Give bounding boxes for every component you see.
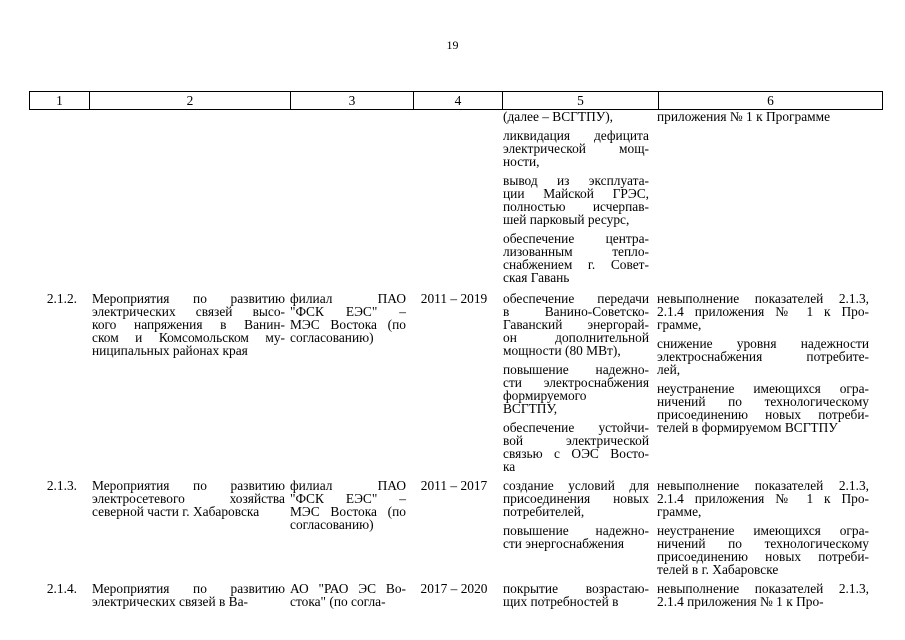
text-line: ликвидация дефицита <box>503 128 649 143</box>
row-number: 2.1.4. <box>46 581 77 596</box>
text-line: согласованию) <box>290 517 374 532</box>
text-line: невыполнение показателей 2.1.3, <box>657 581 869 596</box>
period: 2011 – 2017 <box>420 478 488 493</box>
executor <box>290 582 406 608</box>
text-line: электроснабжения потребите- <box>657 349 869 364</box>
column-number-6: 6 <box>659 92 883 110</box>
executor <box>290 479 406 531</box>
result-paragraph <box>503 129 649 168</box>
text-line: повышение надежно- <box>503 523 649 538</box>
text-line: "ФСК ЕЭС" – <box>290 491 406 506</box>
text-line: Мероприятия по развитию <box>92 291 285 306</box>
result-paragraph <box>503 421 649 473</box>
expected-results <box>503 292 649 479</box>
result-paragraph <box>503 479 649 518</box>
text-line: 2.1.4 приложения № 1 к Про- <box>657 304 869 319</box>
row-number: 2.1.2. <box>46 291 77 306</box>
period: 2017 – 2020 <box>420 581 488 596</box>
text-line: "ФСК ЕЭС" – <box>290 304 406 319</box>
consequences <box>657 479 869 582</box>
consequence-paragraph <box>657 110 869 123</box>
consequence-paragraph <box>657 382 869 434</box>
measure-title <box>92 582 285 608</box>
text-line: Мероприятия по развитию <box>92 581 285 596</box>
text-line: ВСГТПУ, <box>503 401 558 416</box>
text-line: присоединению новых потреби- <box>657 549 869 564</box>
continuation-col6 <box>657 110 869 129</box>
consequences <box>657 292 869 440</box>
text-line: ности, <box>503 154 540 169</box>
text-line: северной части г. Хабаровска <box>92 504 260 519</box>
text-line: ничений по технологическому <box>657 394 869 409</box>
text-line: филиал ПАО <box>290 478 406 493</box>
text-line: Гаванский энергорай- <box>503 317 649 332</box>
text-line: в Ванино-Советско- <box>503 304 649 319</box>
text-line: телей в г. Хабаровске <box>657 562 779 577</box>
text-line: вывод из эксплуата- <box>503 173 649 188</box>
text-line: вой электрической <box>503 433 649 448</box>
column-number-4: 4 <box>414 92 503 110</box>
text-line: мощности (80 МВт), <box>503 343 621 358</box>
measure-title <box>92 479 285 518</box>
text-line: лей, <box>657 362 681 377</box>
text-line: (далее – ВСГТПУ), <box>503 109 614 124</box>
text-line: филиал ПАО <box>290 291 406 306</box>
text-line: АО "РАО ЭС Во- <box>290 581 406 596</box>
consequence-paragraph <box>657 479 869 518</box>
consequence-paragraph <box>657 292 869 331</box>
text-line: формируемого <box>503 388 587 403</box>
text-line: он дополнительной <box>503 330 649 345</box>
text-line: неустранение имеющихся огра- <box>657 381 869 396</box>
text-line: сти электроснабжения <box>503 375 649 390</box>
period: 2011 – 2019 <box>420 291 488 306</box>
text-line: обеспечение устойчи- <box>503 420 649 435</box>
text-line: грамме, <box>657 504 702 519</box>
expected-results <box>503 582 649 614</box>
executor <box>290 292 406 344</box>
text-line: 2.1.4 приложения № 1 к Про- <box>657 594 824 609</box>
result-paragraph <box>503 174 649 226</box>
consequence-paragraph <box>657 337 869 376</box>
text-line: лизованным тепло- <box>503 244 649 259</box>
continuation-col5 <box>503 110 649 290</box>
text-line: электросетевого хозяйства <box>92 491 285 506</box>
text-line: невыполнение показателей 2.1.3, <box>657 478 869 493</box>
page-number: 19 <box>446 38 459 52</box>
text-line: МЭС Востока (по <box>290 317 406 332</box>
text-line: стока" (по согла- <box>290 594 386 609</box>
text-line: снижение уровня надежности <box>657 336 869 351</box>
text-line: щих потребностей в <box>503 594 619 609</box>
text-line: сти энергоснабжения <box>503 536 625 551</box>
text-line: ничений по технологическому <box>657 536 869 551</box>
text-line: ниципальных районах края <box>92 343 248 358</box>
text-line: согласованию) <box>290 330 374 345</box>
result-paragraph <box>503 110 649 123</box>
text-line: повышение надежно- <box>503 362 649 377</box>
text-line: присоединения новых <box>503 491 649 506</box>
text-line: создание условий для <box>503 478 649 493</box>
text-line: ка <box>503 459 516 474</box>
text-line: 2.1.4 приложения № 1 к Про- <box>657 491 869 506</box>
text-line: ская Гавань <box>503 270 570 285</box>
result-paragraph <box>503 524 649 550</box>
text-line: кого напряжения в Ванин- <box>92 317 285 332</box>
expected-results <box>503 479 649 556</box>
text-line: МЭС Востока (по <box>290 504 406 519</box>
measure-title <box>92 292 285 357</box>
text-line: ции Майской ГРЭС, <box>503 186 649 201</box>
text-line: приложения № 1 к Программе <box>657 109 831 124</box>
result-paragraph <box>503 582 649 608</box>
consequences <box>657 582 869 614</box>
text-line: телей в формируемом ВСГТПУ <box>657 420 838 435</box>
text-line: шей парковый ресурс, <box>503 212 630 227</box>
text-line: невыполнение показателей 2.1.3, <box>657 291 869 306</box>
row-number: 2.1.3. <box>46 478 77 493</box>
text-line: связью с ОЭС Восто- <box>503 446 649 461</box>
result-paragraph <box>503 363 649 415</box>
text-line: потребителей, <box>503 504 585 519</box>
column-number-5: 5 <box>503 92 659 110</box>
text-line: присоединению новых потреби- <box>657 407 869 422</box>
column-number-1: 1 <box>30 92 90 110</box>
consequence-paragraph <box>657 524 869 576</box>
text-line: электрической мощ- <box>503 141 649 156</box>
text-line: грамме, <box>657 317 702 332</box>
text-line: покрытие возрастаю- <box>503 581 649 596</box>
text-line: обеспечение центра- <box>503 231 649 246</box>
column-header-row <box>29 91 883 110</box>
consequence-paragraph <box>657 582 869 608</box>
text-line: неустранение имеющихся огра- <box>657 523 869 538</box>
text-line: электрических связей в Ва- <box>92 594 249 609</box>
column-number-3: 3 <box>291 92 414 110</box>
column-number-2: 2 <box>90 92 291 110</box>
text-line: электрических связей высо- <box>92 304 285 319</box>
text-line: ском и Комсомольском му- <box>92 330 285 345</box>
result-paragraph <box>503 292 649 357</box>
text-line: обеспечение передачи <box>503 291 649 306</box>
result-paragraph <box>503 232 649 284</box>
text-line: Мероприятия по развитию <box>92 478 285 493</box>
text-line: снабжением г. Совет- <box>503 257 649 272</box>
text-line: полностью исчерпав- <box>503 199 649 214</box>
